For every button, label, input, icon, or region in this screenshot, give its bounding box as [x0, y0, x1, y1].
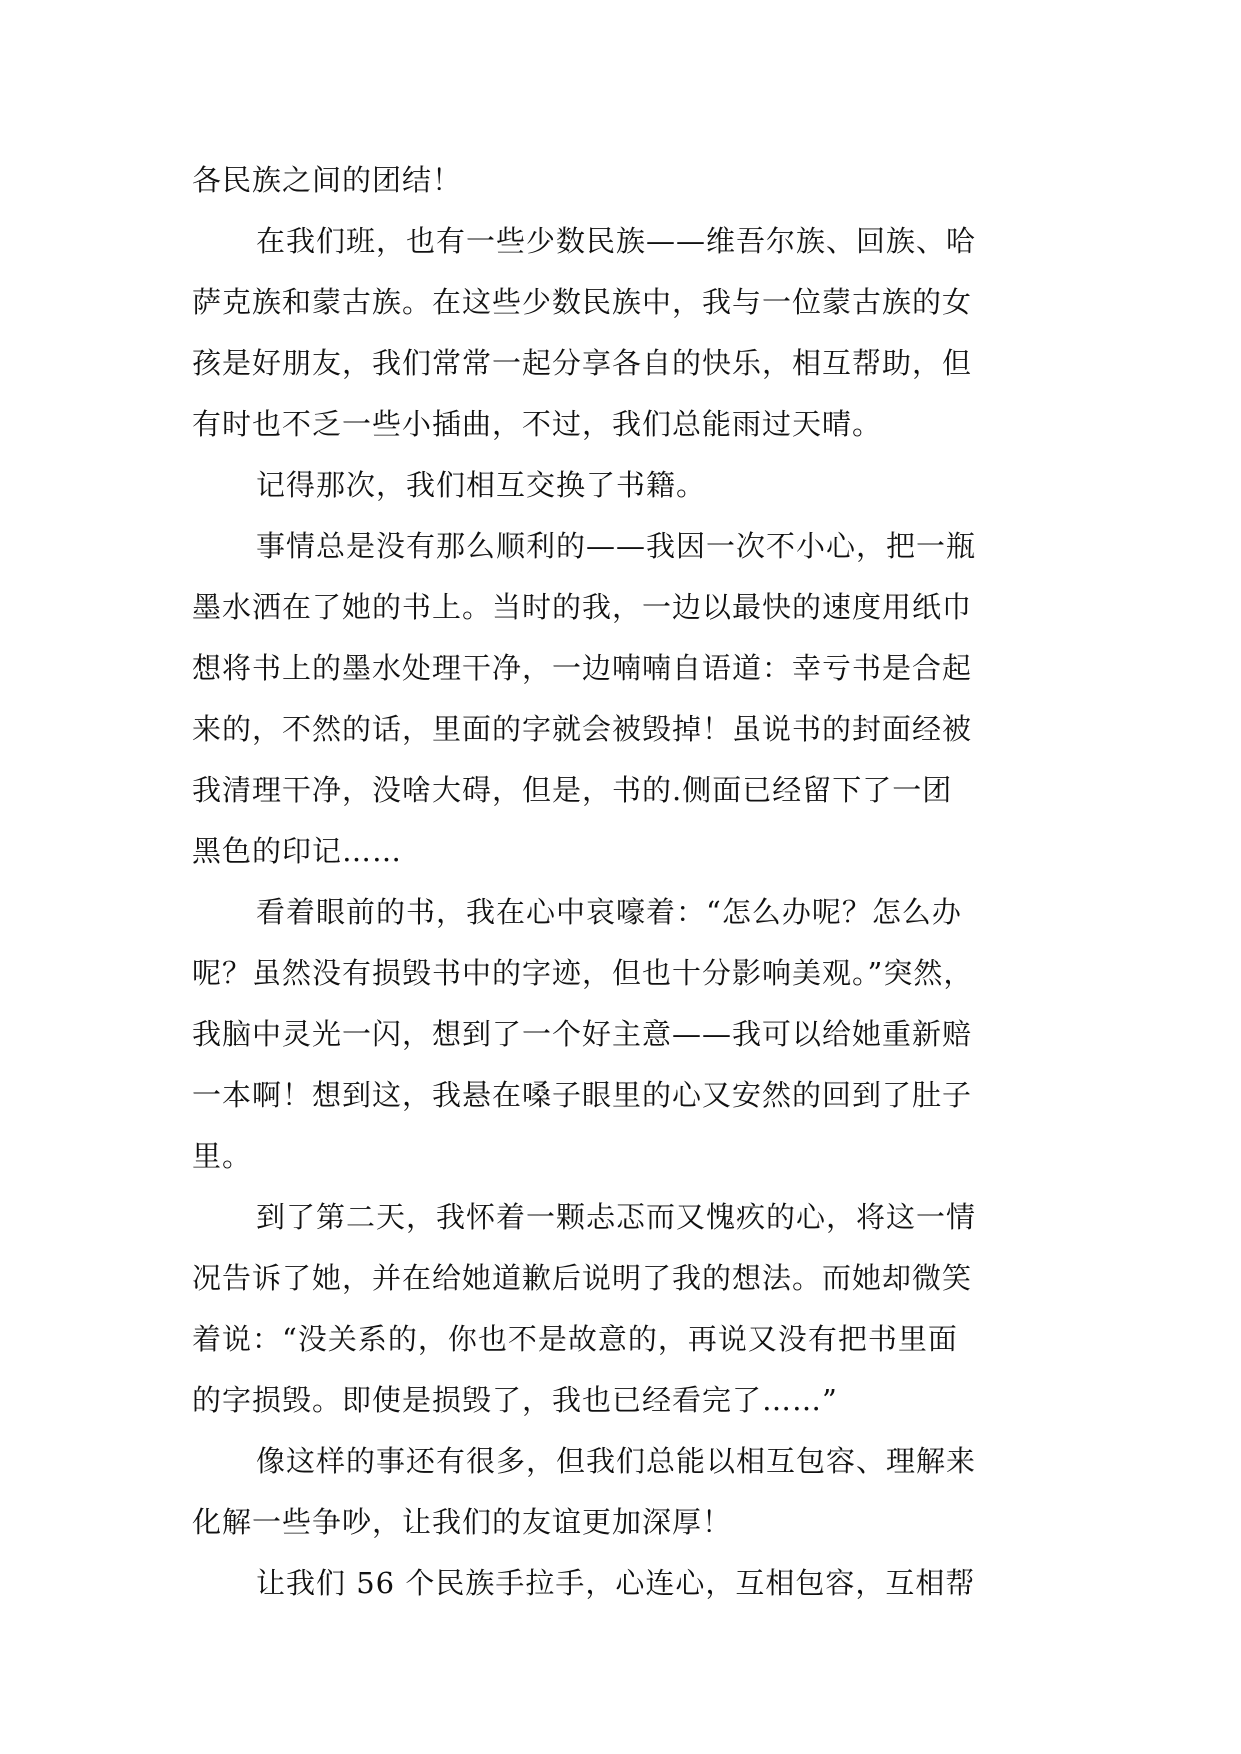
text-line: 看着眼前的书，我在心中哀嚎着：“怎么办呢？怎么办	[256, 895, 962, 929]
text-line: 来的，不然的话，里面的字就会被毁掉！虽说书的封面经被	[192, 712, 973, 746]
text-line: 的字损毁。即使是损毁了，我也已经看完了……”	[192, 1383, 838, 1417]
text-line: 着说：“没关系的，你也不是故意的，再说又没有把书里面	[192, 1322, 958, 1356]
text-line: 我脑中灵光一闪，想到了一个好主意——我可以给她重新赔	[192, 1017, 973, 1051]
text-line: 萨克族和蒙古族。在这些少数民族中，我与一位蒙古族的女	[192, 285, 973, 319]
text-line: 各民族之间的团结！	[192, 163, 463, 197]
text-line: 况告诉了她，并在给她道歉后说明了我的想法。而她却微笑	[192, 1261, 973, 1295]
text-line: 记得那次，我们相互交换了书籍。	[256, 468, 707, 502]
text-line: 让我们 56 个民族手拉手，心连心，互相包容，互相帮	[256, 1566, 976, 1600]
text-line: 在我们班，也有一些少数民族——维吾尔族、回族、哈	[256, 224, 977, 258]
text-line: 到了第二天，我怀着一颗忐忑而又愧疚的心，将这一情	[256, 1200, 977, 1234]
text-line: 孩是好朋友，我们常常一起分享各自的快乐，相互帮助，但	[192, 346, 973, 380]
text-line: 呢？虽然没有损毁书中的字迹，但也十分影响美观。”突然，	[192, 956, 974, 990]
text-line: 化解一些争吵，让我们的友谊更加深厚！	[192, 1505, 733, 1539]
text-line: 墨水洒在了她的书上。当时的我，一边以最快的速度用纸巾	[192, 590, 973, 624]
text-line: 里。	[192, 1139, 253, 1173]
text-line: 黑色的印记……	[192, 834, 403, 868]
text-line: 有时也不乏一些小插曲，不过，我们总能雨过天晴。	[192, 407, 883, 441]
text-line: 事情总是没有那么顺利的——我因一次不小心，把一瓶	[256, 529, 977, 563]
text-line: 一本啊！想到这，我悬在嗓子眼里的心又安然的回到了肚子	[192, 1078, 973, 1112]
essay-body	[192, 150, 1052, 1614]
text-line: 像这样的事还有很多，但我们总能以相互包容、理解来	[256, 1444, 977, 1478]
text-line: 我清理干净，没啥大碍，但是，书的.侧面已经留下了一团	[192, 773, 953, 807]
text-line: 想将书上的墨水处理干净，一边喃喃自语道：幸亏书是合起	[192, 651, 973, 685]
